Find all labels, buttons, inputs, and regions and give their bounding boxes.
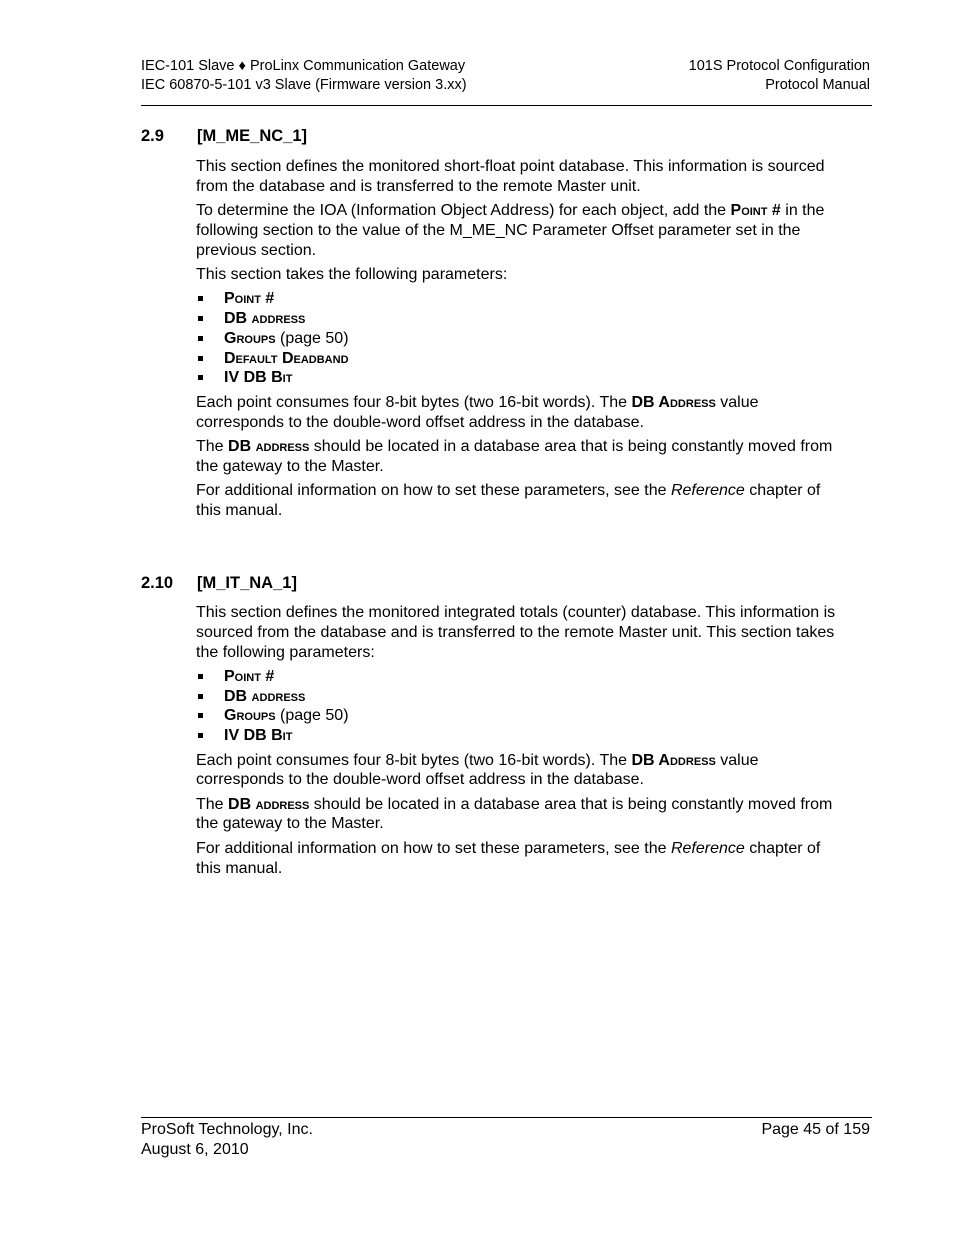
page-header-right — [689, 57, 870, 95]
list-item: DB address — [196, 309, 836, 329]
section-heading-2-9 — [141, 126, 307, 146]
footer-divider — [141, 1117, 872, 1118]
list-item: DB address — [196, 687, 836, 707]
term: DB address — [228, 437, 310, 455]
paragraph: The DB address should be located in a database area that is being constantly moved from the gateway to the Master. — [196, 795, 833, 833]
list-item: IV DB Bit — [196, 726, 836, 746]
header-product-line: IEC-101 Slave ♦ ProLinx Communication Gateway — [141, 58, 466, 74]
section-body-2-10 — [196, 603, 836, 883]
header-firmware-line: IEC 60870-5-101 v3 Slave (Firmware version 3.xx) — [141, 77, 467, 93]
header-divider — [141, 105, 872, 106]
section-number: 2.9 — [141, 127, 164, 145]
section-number: 2.10 — [141, 574, 174, 592]
paragraph: Each point consumes four 8-bit bytes (two 16-bit words). The DB Address value corresponds to the double-word offset address in the database. — [196, 751, 759, 789]
paragraph: The DB address should be located in a database area that is being constantly moved from the gateway to the Master. — [196, 437, 833, 475]
list-item: Groups (page 50) — [196, 706, 836, 726]
list-item: Point # — [196, 289, 836, 309]
page-number: Page 45 of 159 — [761, 1121, 870, 1138]
paragraph: This section defines the monitored short-float point database. This information is sourced from the database and is transferred to the remote Master unit. — [196, 158, 825, 195]
term: DB Address — [631, 393, 716, 411]
paragraph: To determine the IOA (Information Object Address) for each object, add the Point # in the following section to the value of the M_ME_NC Parameter Offset parameter set in the previous section. — [196, 202, 825, 259]
page-header-left — [141, 57, 467, 95]
parameter-list — [196, 667, 836, 746]
paragraph: Each point consumes four 8-bit bytes (two 16-bit words). The DB Address value corresponds to the double-word offset address in the database. — [196, 393, 759, 431]
footer-company: ProSoft Technology, Inc. — [141, 1121, 313, 1138]
footer-date: August 6, 2010 — [141, 1140, 249, 1158]
parameter-list — [196, 289, 836, 388]
list-item: Point # — [196, 667, 836, 687]
paragraph: For additional information on how to set these parameters, see the Reference chapter of this manual. — [196, 839, 821, 877]
page-footer-left — [141, 1120, 313, 1159]
header-chapter: 101S Protocol Configuration — [688, 58, 870, 74]
section-title: [M_ME_NC_1] — [197, 127, 308, 145]
reference-link-text: Reference — [670, 481, 745, 499]
section-body-2-9 — [196, 157, 836, 525]
header-manual: Protocol Manual — [765, 77, 870, 93]
list-item: Default Deadband — [196, 349, 836, 369]
paragraph: This section takes the following parameters: — [196, 265, 508, 283]
section-heading-2-10 — [141, 573, 297, 593]
paragraph: For additional information on how to set these parameters, see the Reference chapter of this manual. — [196, 481, 821, 519]
term: DB address — [228, 795, 310, 813]
reference-link-text: Reference — [670, 839, 745, 857]
section-title: [M_IT_NA_1] — [197, 574, 297, 592]
term: DB Address — [631, 751, 716, 769]
paragraph: This section defines the monitored integrated totals (counter) database. This information is sourced from the database and is transferred to the remote Master unit. This section takes the following parameters: — [196, 604, 836, 661]
term: Point # — [730, 202, 781, 220]
list-item: IV DB Bit — [196, 368, 836, 388]
page-footer-right — [761, 1120, 870, 1140]
list-item: Groups (page 50) — [196, 329, 836, 349]
